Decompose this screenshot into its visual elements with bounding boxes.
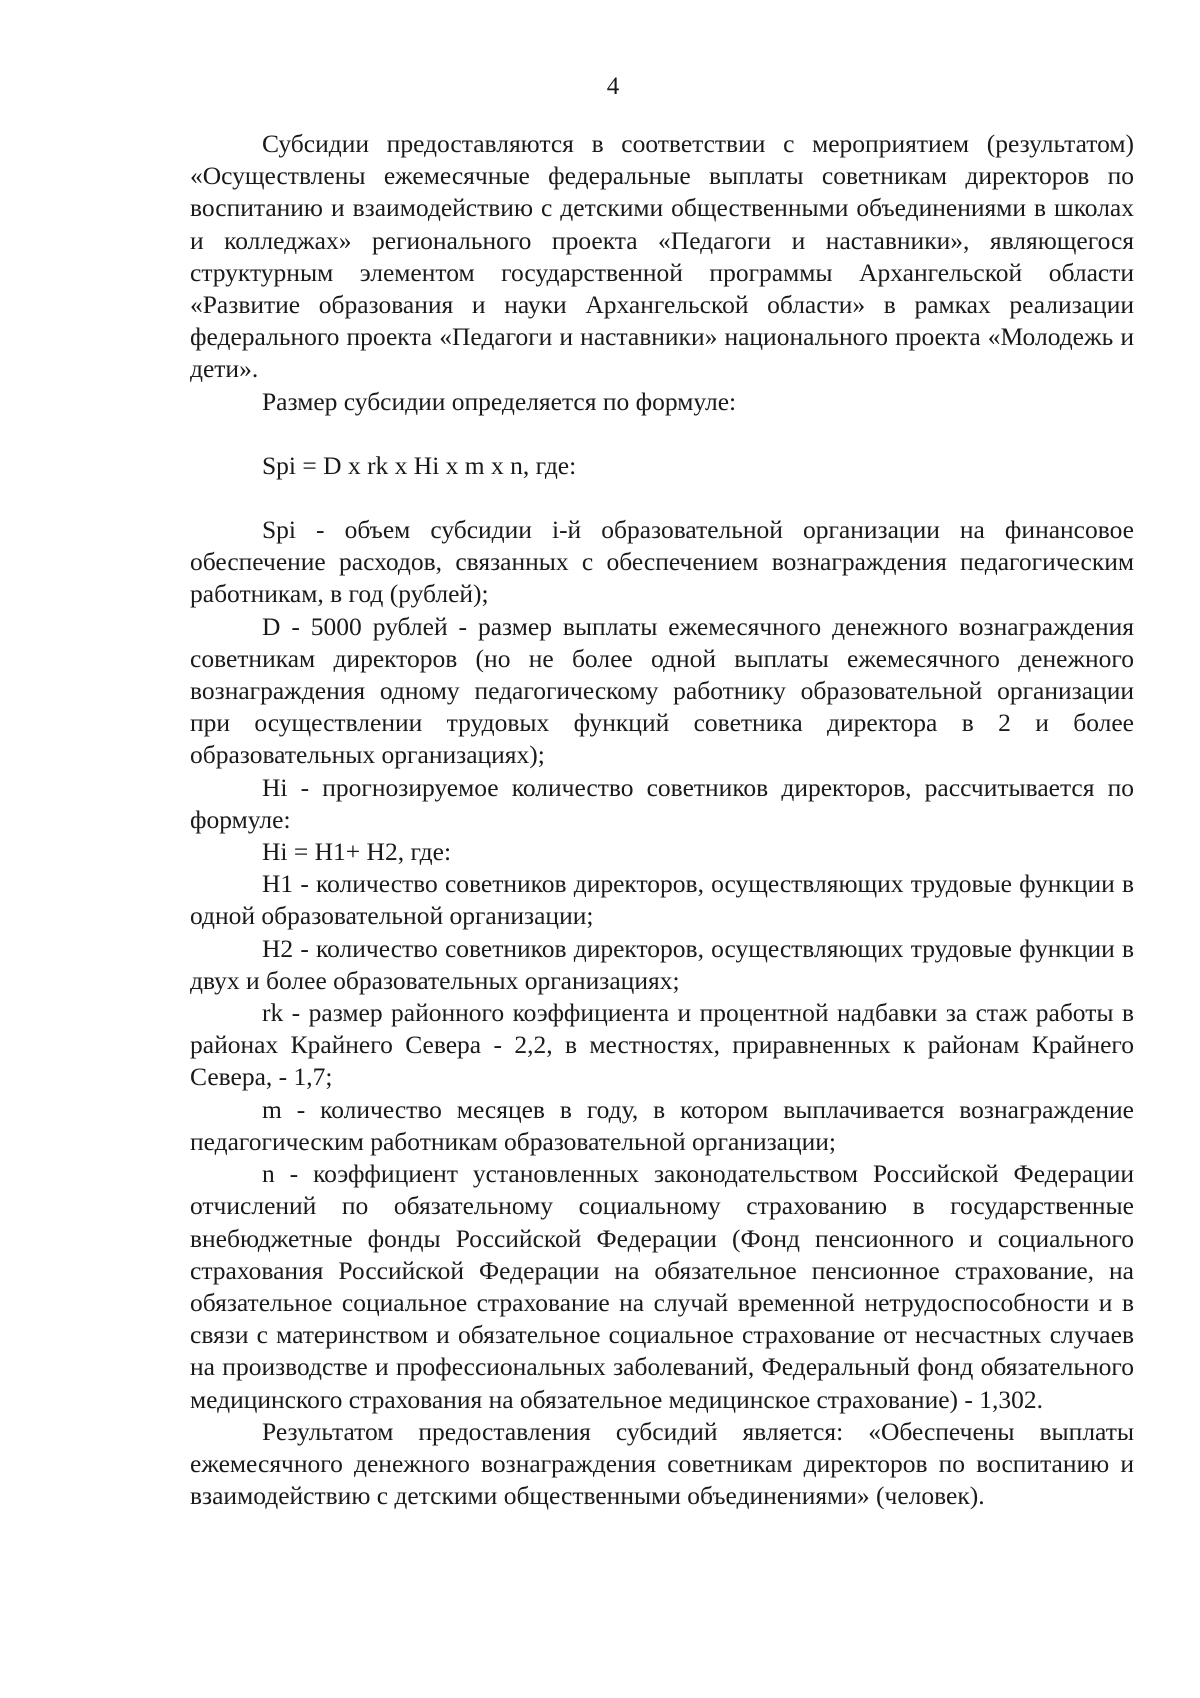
formula-hi: Hi = H1+ H2, где: [262,837,452,867]
definition-h1: H1 - количество советников директоров, осуществляющих трудовые функции в одной образовательной организации; [190,869,1134,931]
page-number: 4 [606,73,620,100]
definition-hi: Hi - прогнозируемое количество советников директоров, рассчитывается по формуле: [190,772,1134,834]
paragraph-formula-intro: Размер субсидии определяется по формуле: [262,386,737,416]
document-body [190,128,1134,1512]
paragraph-subsidy-purpose: Субсидии предоставляются в соответствии с мероприятием (результатом) «Осуществлены ежемесячные федеральные выплаты советникам директоров по воспитанию и взаимодействию с детскими общественными объединениями в школах и колледжах» регионального проекта «Педагоги и наставники», являющегося структурным элементом государственной программы Архангельской области «Развитие образования и науки Архангельской области» в рамках реализации федерального проекта «Педагоги и наставники» национального проекта «Молодежь и дети». [190,129,1134,384]
definition-m: m - количество месяцев в году, в котором выплачивается вознаграждение педагогическим работникам образовательной организации; [190,1094,1134,1156]
paragraph-result: Результатом предоставления субсидий является: «Обеспечены выплаты ежемесячного денежного вознаграждения советникам директоров по воспитанию и взаимодействию с детскими общественными объединениями» (человек). [190,1416,1134,1511]
definition-d: D - 5000 рублей - размер выплаты ежемесячного денежного вознаграждения советникам директоров (но не более одной выплаты ежемесячного денежного вознаграждения одному педагогическому работнику образовательной организации при осуществлении трудовых функций советника директора в 2 и более образовательных организациях); [190,611,1134,770]
definition-spi: Spi - объем субсидии i-й образовательной организации на финансовое обеспечение расходов, связанных с обеспечением вознаграждения педагогическим работникам, в год (рублей); [190,515,1134,609]
definition-rk: rk - размер районного коэффициента и процентной надбавки за стаж работы в районах Крайнего Севера - 2,2, в местностях, приравненных к районам Крайнего Севера, - 1,7; [190,998,1134,1092]
definition-n: n - коэффициент установленных законодательством Российской Федерации отчислений по обязательному социальному страхованию в государственные внебюджетные фонды Российской Федерации (Фонд пенсионного и социального страхования Российской Федерации на обязательное пенсионное страхование, на обязательное социальное страхование на случай временной нетрудоспособности и в связи с материнством и обязательное социальное страхование от несчастных случаев на производстве и профессиональных заболеваний, Федеральный фонд обязательного медицинского страхования на обязательное медицинское страхование) - 1,302. [190,1159,1134,1414]
definition-h2: H2 - количество советников директоров, осуществляющих трудовые функции в двух и более образовательных организациях; [190,933,1134,995]
formula-spi: Spi = D x rk x Hi x m x n, где: [262,450,577,480]
